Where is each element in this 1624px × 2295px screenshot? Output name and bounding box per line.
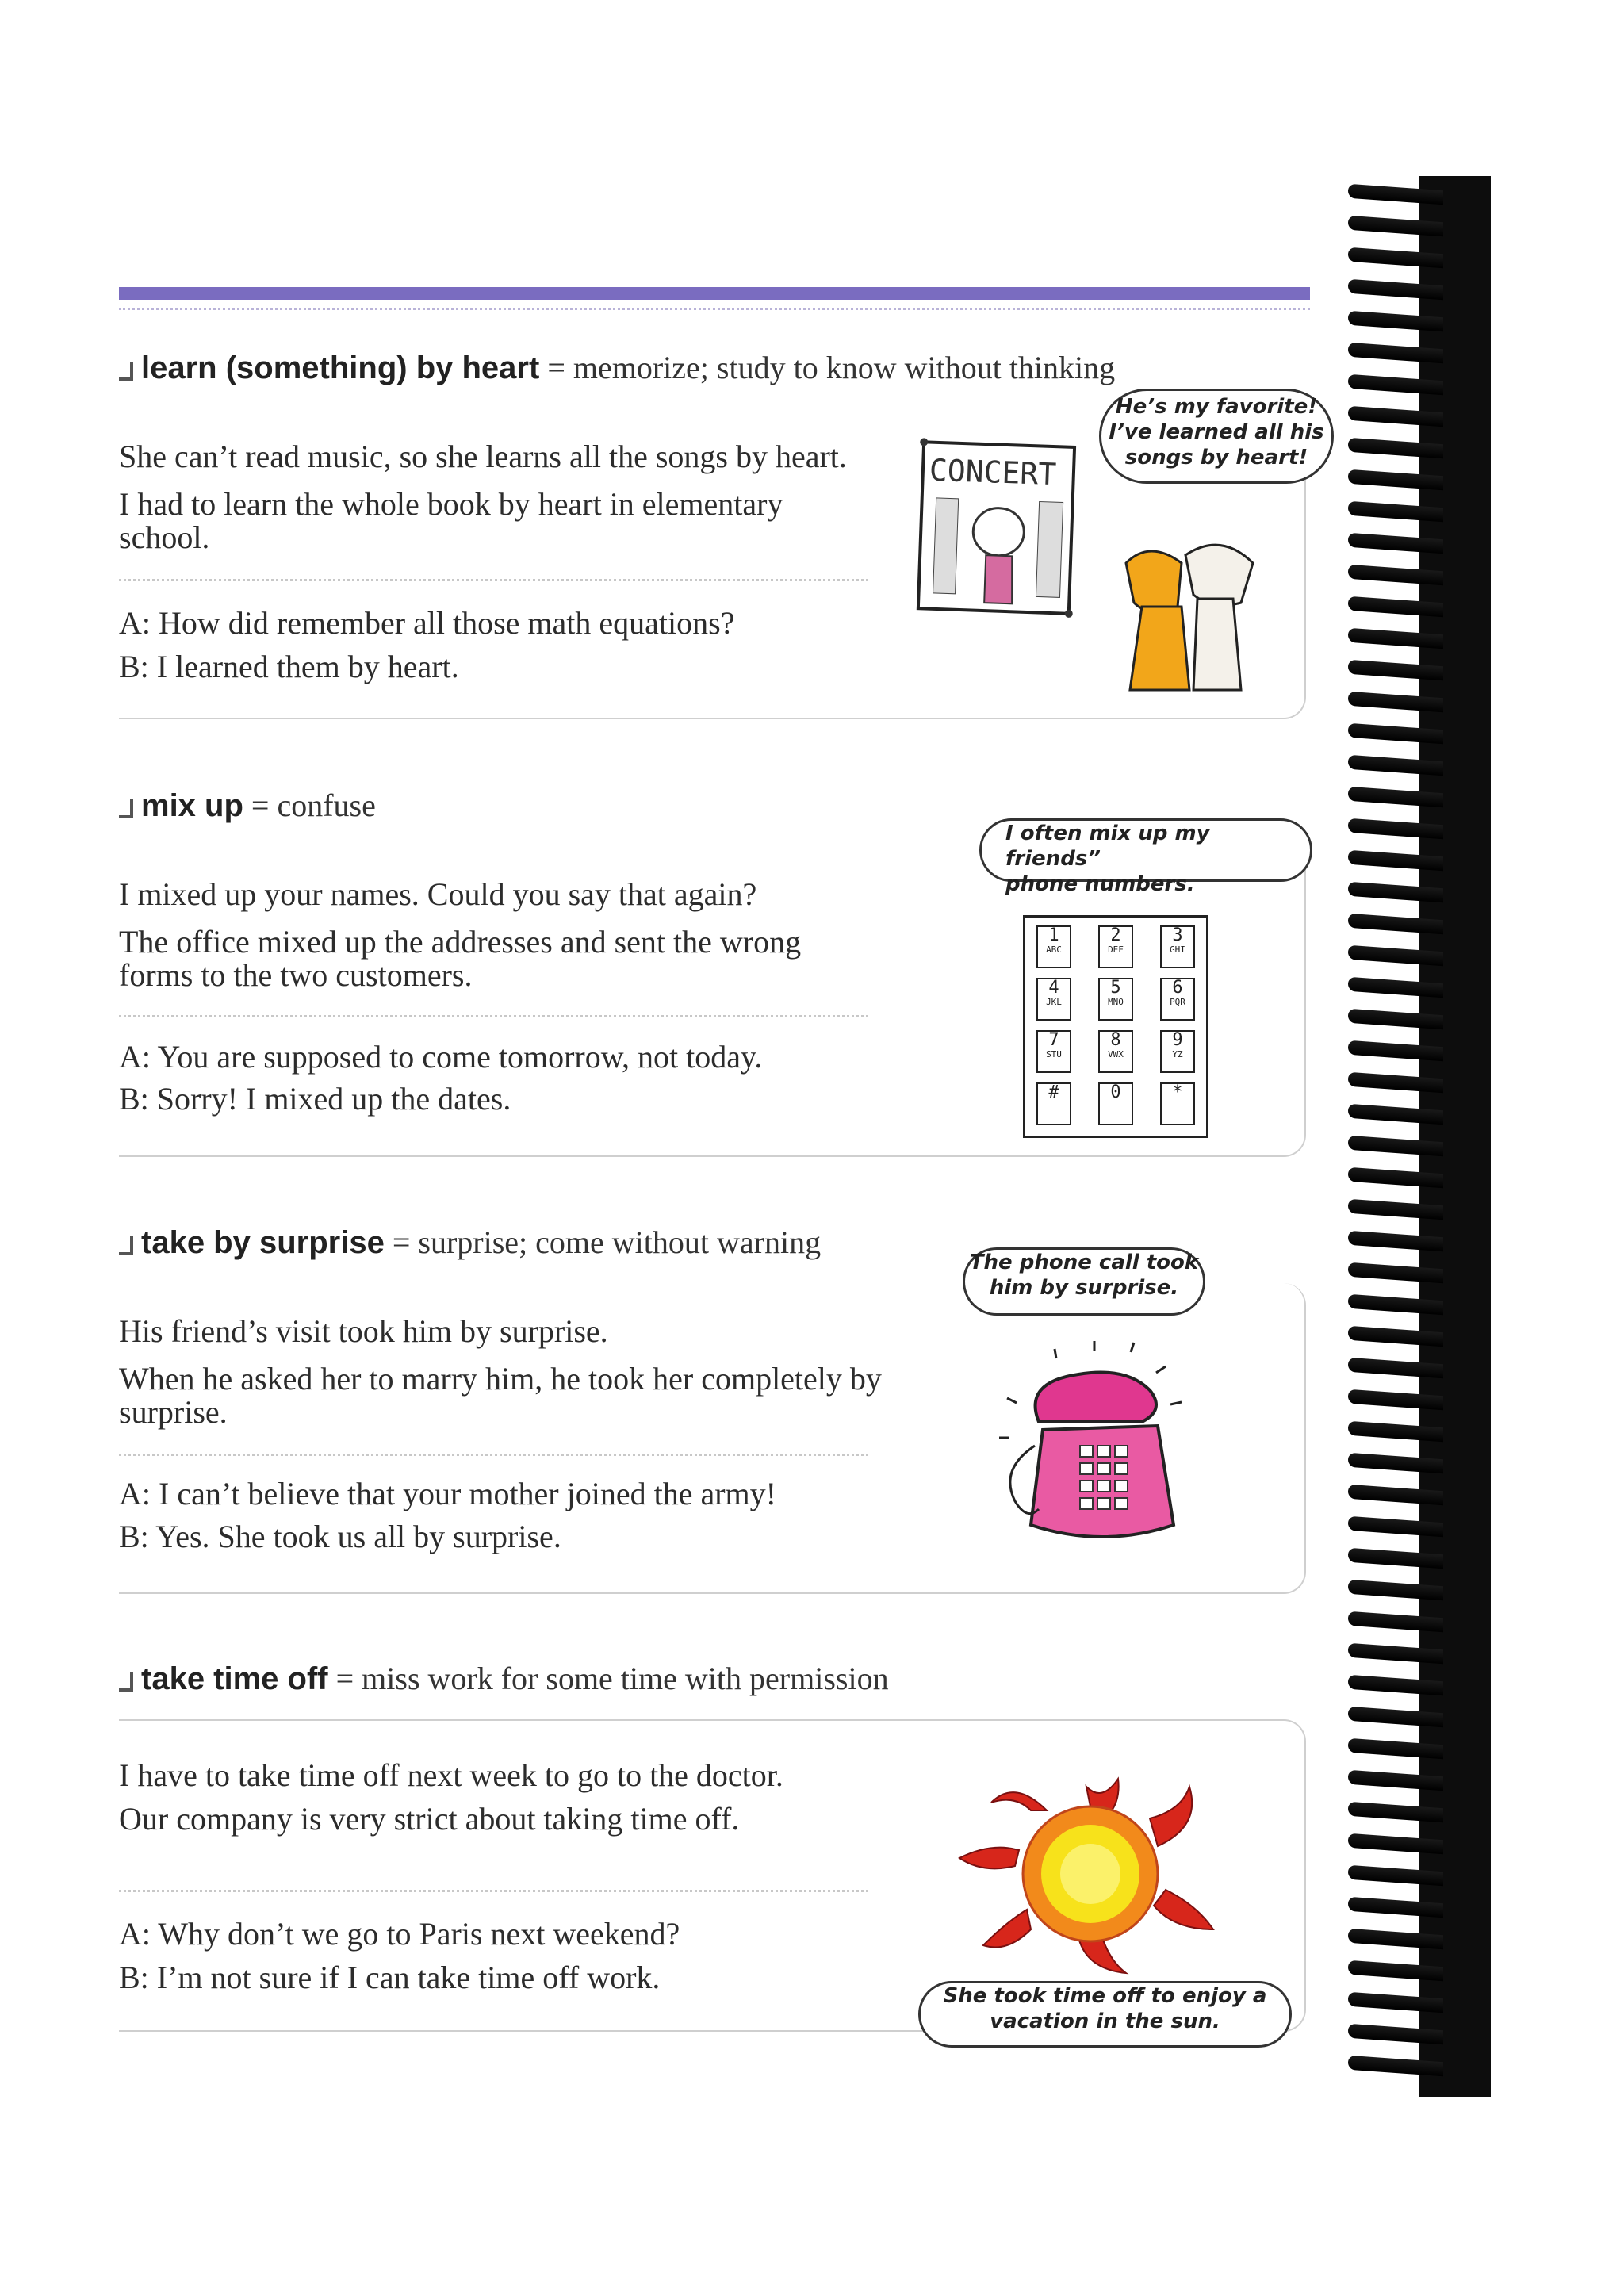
spiral-ring xyxy=(1348,438,1443,458)
spiral-ring xyxy=(1348,1040,1443,1061)
entry-definition: = miss work for some time with permission xyxy=(327,1661,889,1696)
spiral-ring xyxy=(1348,1421,1443,1442)
keypad-key xyxy=(1098,1030,1133,1073)
spiral-ring xyxy=(1348,1294,1443,1315)
keypad-key xyxy=(1160,978,1195,1021)
spiral-ring xyxy=(1348,311,1443,331)
spiral-ring xyxy=(1348,1104,1443,1125)
header-dotted-rule xyxy=(119,308,1310,310)
keypad-key-letters: DEF xyxy=(1108,944,1124,955)
spiral-ring xyxy=(1348,1833,1443,1854)
keypad-key-letters: ABC xyxy=(1046,944,1062,955)
keypad-key xyxy=(1098,1082,1133,1125)
entry-definition: = surprise; come without warning xyxy=(384,1224,822,1260)
ringing-phone-illustration xyxy=(991,1335,1197,1565)
keypad-key-letters: GHI xyxy=(1170,944,1185,955)
example-sentence: Our company is very strict about taking time off. xyxy=(119,1801,740,1837)
keypad-key-number: 8 xyxy=(1110,1030,1121,1050)
spiral-ring xyxy=(1348,628,1443,649)
spiral-ring xyxy=(1348,1643,1443,1664)
bubble-line: vacation in the sun. xyxy=(990,2010,1220,2033)
spiral-ring xyxy=(1348,660,1443,680)
sun-illustration xyxy=(952,1771,1221,1977)
dotted-separator xyxy=(119,1454,868,1456)
speech-bubble xyxy=(963,1247,1205,1316)
spiral-ring xyxy=(1348,184,1443,205)
keypad-key-number: 2 xyxy=(1110,925,1121,945)
spiral-ring xyxy=(1348,1865,1443,1886)
spiral-ring xyxy=(1348,247,1443,268)
spiral-ring xyxy=(1348,723,1443,744)
entry-heading xyxy=(119,787,376,824)
speech-bubble xyxy=(1099,389,1334,484)
example-sentence: school. xyxy=(119,519,210,555)
spiral-ring xyxy=(1348,1072,1443,1093)
example-sentence: The office mixed up the addresses and sent the wrong xyxy=(119,924,802,960)
keypad-key xyxy=(1036,978,1071,1021)
keypad-key-letters: STU xyxy=(1046,1049,1062,1059)
dotted-separator xyxy=(119,1015,868,1017)
keypad-key xyxy=(1098,925,1133,968)
keypad-key-number: 9 xyxy=(1172,1030,1183,1050)
keypad-key xyxy=(1098,978,1133,1021)
entry-heading xyxy=(119,349,1115,386)
keypad-key-number: 5 xyxy=(1110,978,1121,998)
entry-term: take time off xyxy=(141,1661,328,1696)
keypad-key-letters: JKL xyxy=(1046,997,1062,1007)
bubble-line: I’ve learned all his xyxy=(1109,420,1324,444)
entry-term: take by surprise xyxy=(141,1225,385,1260)
spiral-ring xyxy=(1348,1897,1443,1918)
keypad-key-number: 3 xyxy=(1172,925,1183,945)
spiral-ring xyxy=(1348,1485,1443,1505)
keypad-key-number: # xyxy=(1048,1082,1059,1102)
bubble-line: She took time off to enjoy a xyxy=(943,1984,1267,2008)
spiral-ring xyxy=(1348,406,1443,427)
spiral-ring xyxy=(1348,1516,1443,1537)
keypad-key-number: 1 xyxy=(1048,925,1059,945)
keypad-key-number: 6 xyxy=(1172,978,1183,998)
dialogue-line: A: You are supposed to come tomorrow, not today. xyxy=(119,1039,763,1075)
keypad-key-letters: VWX xyxy=(1108,1049,1124,1059)
spiral-ring xyxy=(1348,945,1443,966)
spiral-ring xyxy=(1348,882,1443,902)
keypad-key-number: * xyxy=(1172,1082,1183,1102)
spiral-ring xyxy=(1348,977,1443,998)
spiral-ring xyxy=(1348,1262,1443,1283)
keypad-key xyxy=(1036,1030,1071,1073)
spiral-ring xyxy=(1348,533,1443,554)
bubble-line: The phone call took xyxy=(969,1251,1199,1274)
keypad-key-number: 7 xyxy=(1048,1030,1059,1050)
dialogue-line: A: I can’t believe that your mother joined the army! xyxy=(119,1476,776,1511)
spiral-ring xyxy=(1348,1960,1443,1981)
spiral-ring xyxy=(1348,1580,1443,1600)
spiral-ring xyxy=(1348,501,1443,522)
entry-term: mix up xyxy=(141,788,243,823)
keypad-key-number: 0 xyxy=(1110,1082,1121,1102)
example-sentence: When he asked her to marry him, he took her completely by xyxy=(119,1361,882,1397)
spiral-ring xyxy=(1348,343,1443,363)
spiral-binding-rings xyxy=(1348,176,1435,2097)
spiral-ring xyxy=(1348,1707,1443,1727)
spiral-ring xyxy=(1348,565,1443,585)
example-sentence: surprise. xyxy=(119,1394,228,1430)
dialogue-line: B: I’m not sure if I can take time off work. xyxy=(119,1960,661,1995)
example-sentence: forms to the two customers. xyxy=(119,957,473,993)
spiral-ring xyxy=(1348,374,1443,395)
entry-mix-up xyxy=(119,787,1316,1183)
spiral-ring xyxy=(1348,787,1443,807)
entry-term: learn (something) by heart xyxy=(141,351,540,385)
example-sentence: I mixed up your names. Could you say that again? xyxy=(119,876,757,912)
spiral-ring xyxy=(1348,1453,1443,1473)
concert-poster-illustration xyxy=(912,436,1110,690)
spiral-ring xyxy=(1348,1738,1443,1759)
dialogue-line: B: Sorry! I mixed up the dates. xyxy=(119,1081,511,1117)
dogs-illustration xyxy=(1094,531,1277,698)
poster-title: CONCERT xyxy=(929,452,1057,492)
spiral-ring xyxy=(1348,1199,1443,1220)
spiral-ring xyxy=(1348,2024,1443,2044)
spiral-ring xyxy=(1348,1389,1443,1410)
keypad-key-letters: PQR xyxy=(1170,997,1185,1007)
entry-take-by-surprise xyxy=(119,1224,1316,1620)
dialogue-line: A: How did remember all those math equations? xyxy=(119,605,735,641)
spiral-ring xyxy=(1348,1548,1443,1569)
spiral-ring xyxy=(1348,1358,1443,1378)
spiral-ring xyxy=(1348,1611,1443,1632)
checkbox-icon[interactable] xyxy=(119,362,133,381)
example-sentence: His friend’s visit took him by surprise. xyxy=(119,1313,608,1349)
entry-take-time-off xyxy=(119,1660,1316,2072)
dialogue-line: A: Why don’t we go to Paris next weekend? xyxy=(119,1916,680,1952)
dialogue-line: B: Yes. She took us all by surprise. xyxy=(119,1519,561,1554)
dialogue-line: B: I learned them by heart. xyxy=(119,649,459,684)
entry-heading xyxy=(119,1224,821,1261)
spiral-ring xyxy=(1348,1992,1443,2013)
entry-definition: = confuse xyxy=(243,787,376,823)
spiral-ring xyxy=(1348,1770,1443,1791)
spiral-ring xyxy=(1348,755,1443,776)
spiral-ring xyxy=(1348,469,1443,490)
spiral-ring xyxy=(1348,1167,1443,1188)
keypad-key xyxy=(1160,925,1195,968)
entry-definition: = memorize; study to know without thinking xyxy=(539,350,1116,385)
checkbox-icon[interactable] xyxy=(119,799,133,818)
spiral-ring xyxy=(1348,1675,1443,1695)
spiral-ring xyxy=(1348,1136,1443,1156)
checkbox-icon[interactable] xyxy=(119,1236,133,1255)
entry-learn-by-heart xyxy=(119,349,1324,730)
spiral-ring xyxy=(1348,1009,1443,1029)
spiral-ring xyxy=(1348,914,1443,934)
keypad-key xyxy=(1036,1082,1071,1125)
spiral-ring xyxy=(1348,596,1443,617)
header-bar xyxy=(119,287,1310,300)
spiral-ring xyxy=(1348,1929,1443,1949)
dotted-separator xyxy=(119,1890,868,1892)
spiral-ring xyxy=(1348,216,1443,236)
keypad-key xyxy=(1160,1030,1195,1073)
bubble-line: I often mix up my friends” xyxy=(1005,822,1210,871)
spiral-ring xyxy=(1348,279,1443,300)
dotted-separator xyxy=(119,579,868,581)
spiral-ring xyxy=(1348,818,1443,839)
keypad-key xyxy=(1036,925,1071,968)
keypad-key-letters: MNO xyxy=(1108,997,1124,1007)
keypad-key-number: 4 xyxy=(1048,978,1059,998)
example-sentence: I have to take time off next week to go to the doctor. xyxy=(119,1757,783,1793)
example-sentence: She can’t read music, so she learns all the songs by heart. xyxy=(119,439,847,474)
example-sentence: I had to learn the whole book by heart in elementary xyxy=(119,486,783,522)
phone-keypad-illustration xyxy=(1023,915,1208,1138)
spiral-ring xyxy=(1348,2056,1443,2076)
keypad-key-letters: YZ xyxy=(1172,1049,1183,1059)
bubble-line: He’s my favorite! xyxy=(1115,395,1318,419)
speech-bubble xyxy=(979,818,1312,896)
checkbox-icon[interactable] xyxy=(119,1672,133,1692)
bubble-line: him by surprise. xyxy=(989,1276,1179,1300)
bubble-line: phone numbers. xyxy=(1005,872,1195,896)
spiral-ring xyxy=(1348,850,1443,871)
spiral-ring xyxy=(1348,1231,1443,1251)
entry-heading xyxy=(119,1660,889,1697)
keypad-key xyxy=(1160,1082,1195,1125)
spiral-ring xyxy=(1348,1326,1443,1347)
spiral-ring xyxy=(1348,1802,1443,1822)
speech-bubble xyxy=(918,1981,1292,2048)
spiral-ring xyxy=(1348,692,1443,712)
bubble-line: songs by heart! xyxy=(1124,446,1308,469)
